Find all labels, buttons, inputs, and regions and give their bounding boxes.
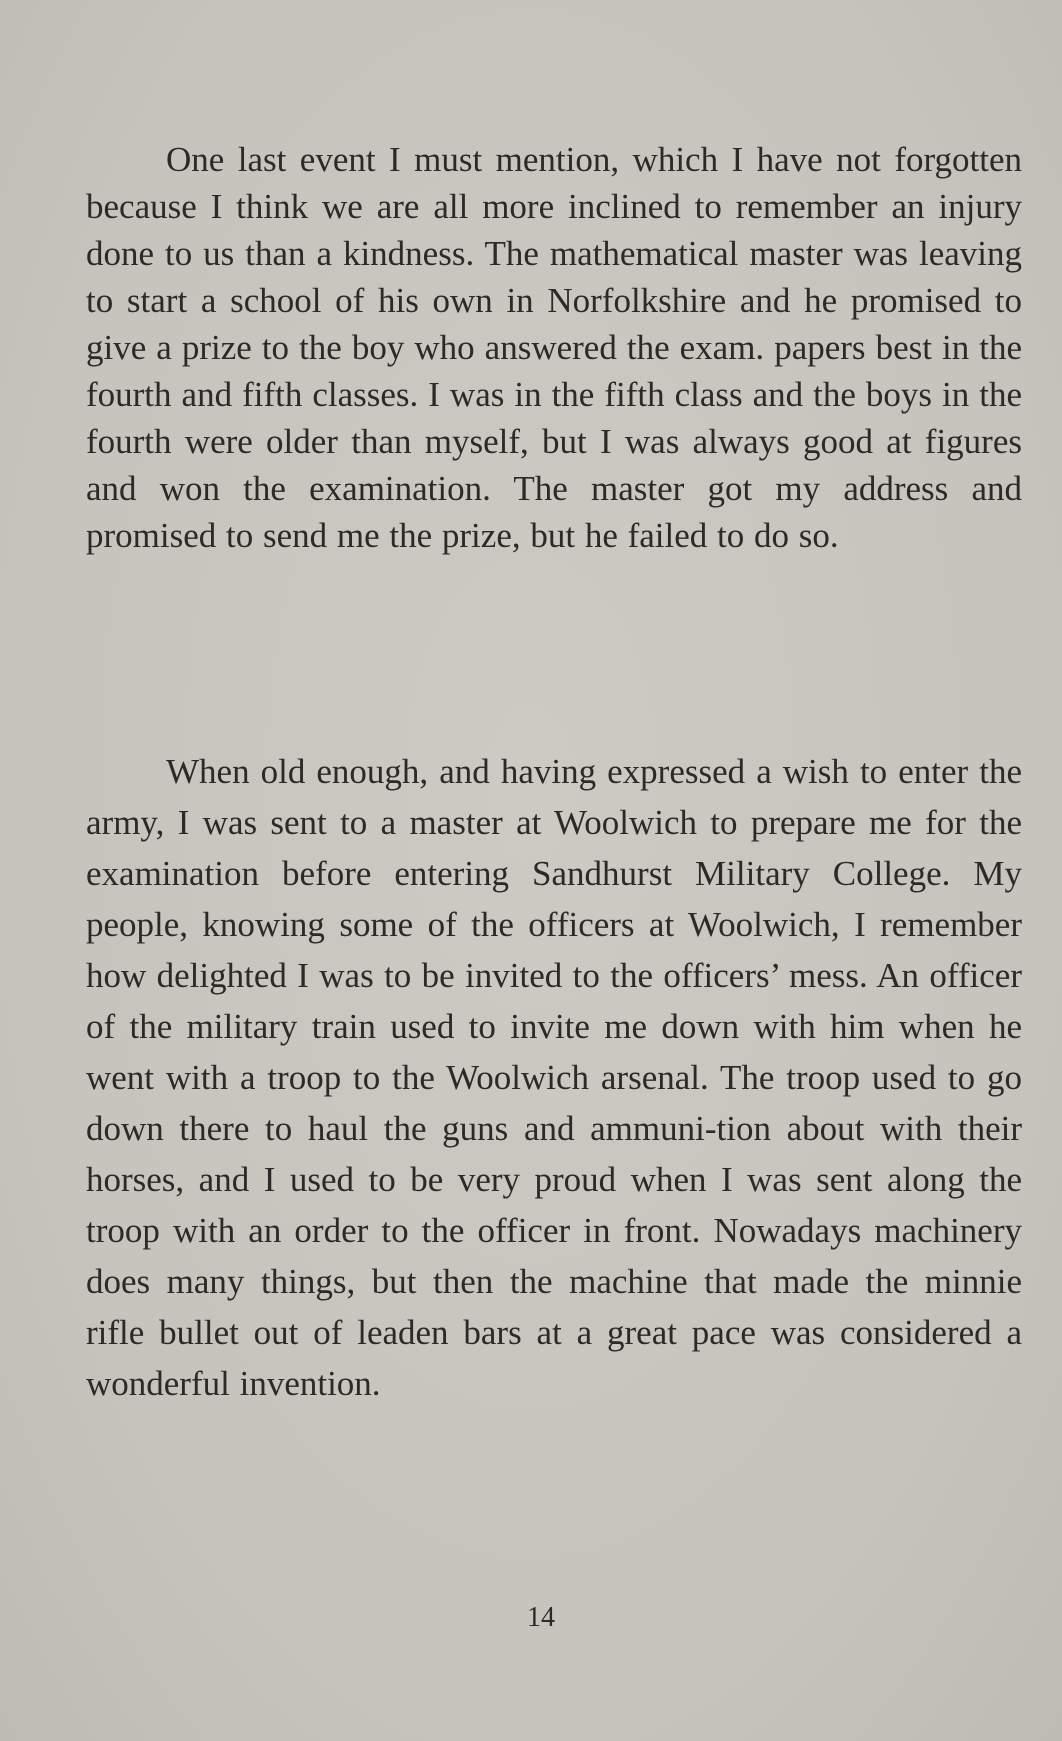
paragraph-1: One last event I must mention, which I have not forgotten because I think we are all more inclined to remember an injury done to us than a kindness. The mathematical master was leaving to start a school of his own in Norfolkshire and he promised to give a prize to the boy who answered the exam. papers best in the fourth and fifth classes. I was in the fifth class and the boys in the fourth were older than myself, but I was always good at figures and won the examination. The master got my address and promised to send me the prize, but he failed to do so. (86, 140, 1022, 555)
paragraph-2: When old enough, and having expressed a wish to enter the army, I was sent to a master at Woolwich to prepare me for the examination before entering Sandhurst Military College. My people, knowing some of the officers at Woolwich, I remember how delighted I was to be invited to the officers’ mess. An officer of the military train used to invite me down with him when he went with a troop to the Woolwich arsenal. The troop used to go down there to haul the guns and ammuni-tion about with their horses, and I used to be very proud when I was sent along the troop with an order to the officer in front. Nowadays machinery does many things, but then the machine that made the minnie rifle bullet out of leaden bars at a great pace was considered a wonderful invention. (86, 752, 1022, 1403)
page-number: 14 (527, 1602, 555, 1633)
